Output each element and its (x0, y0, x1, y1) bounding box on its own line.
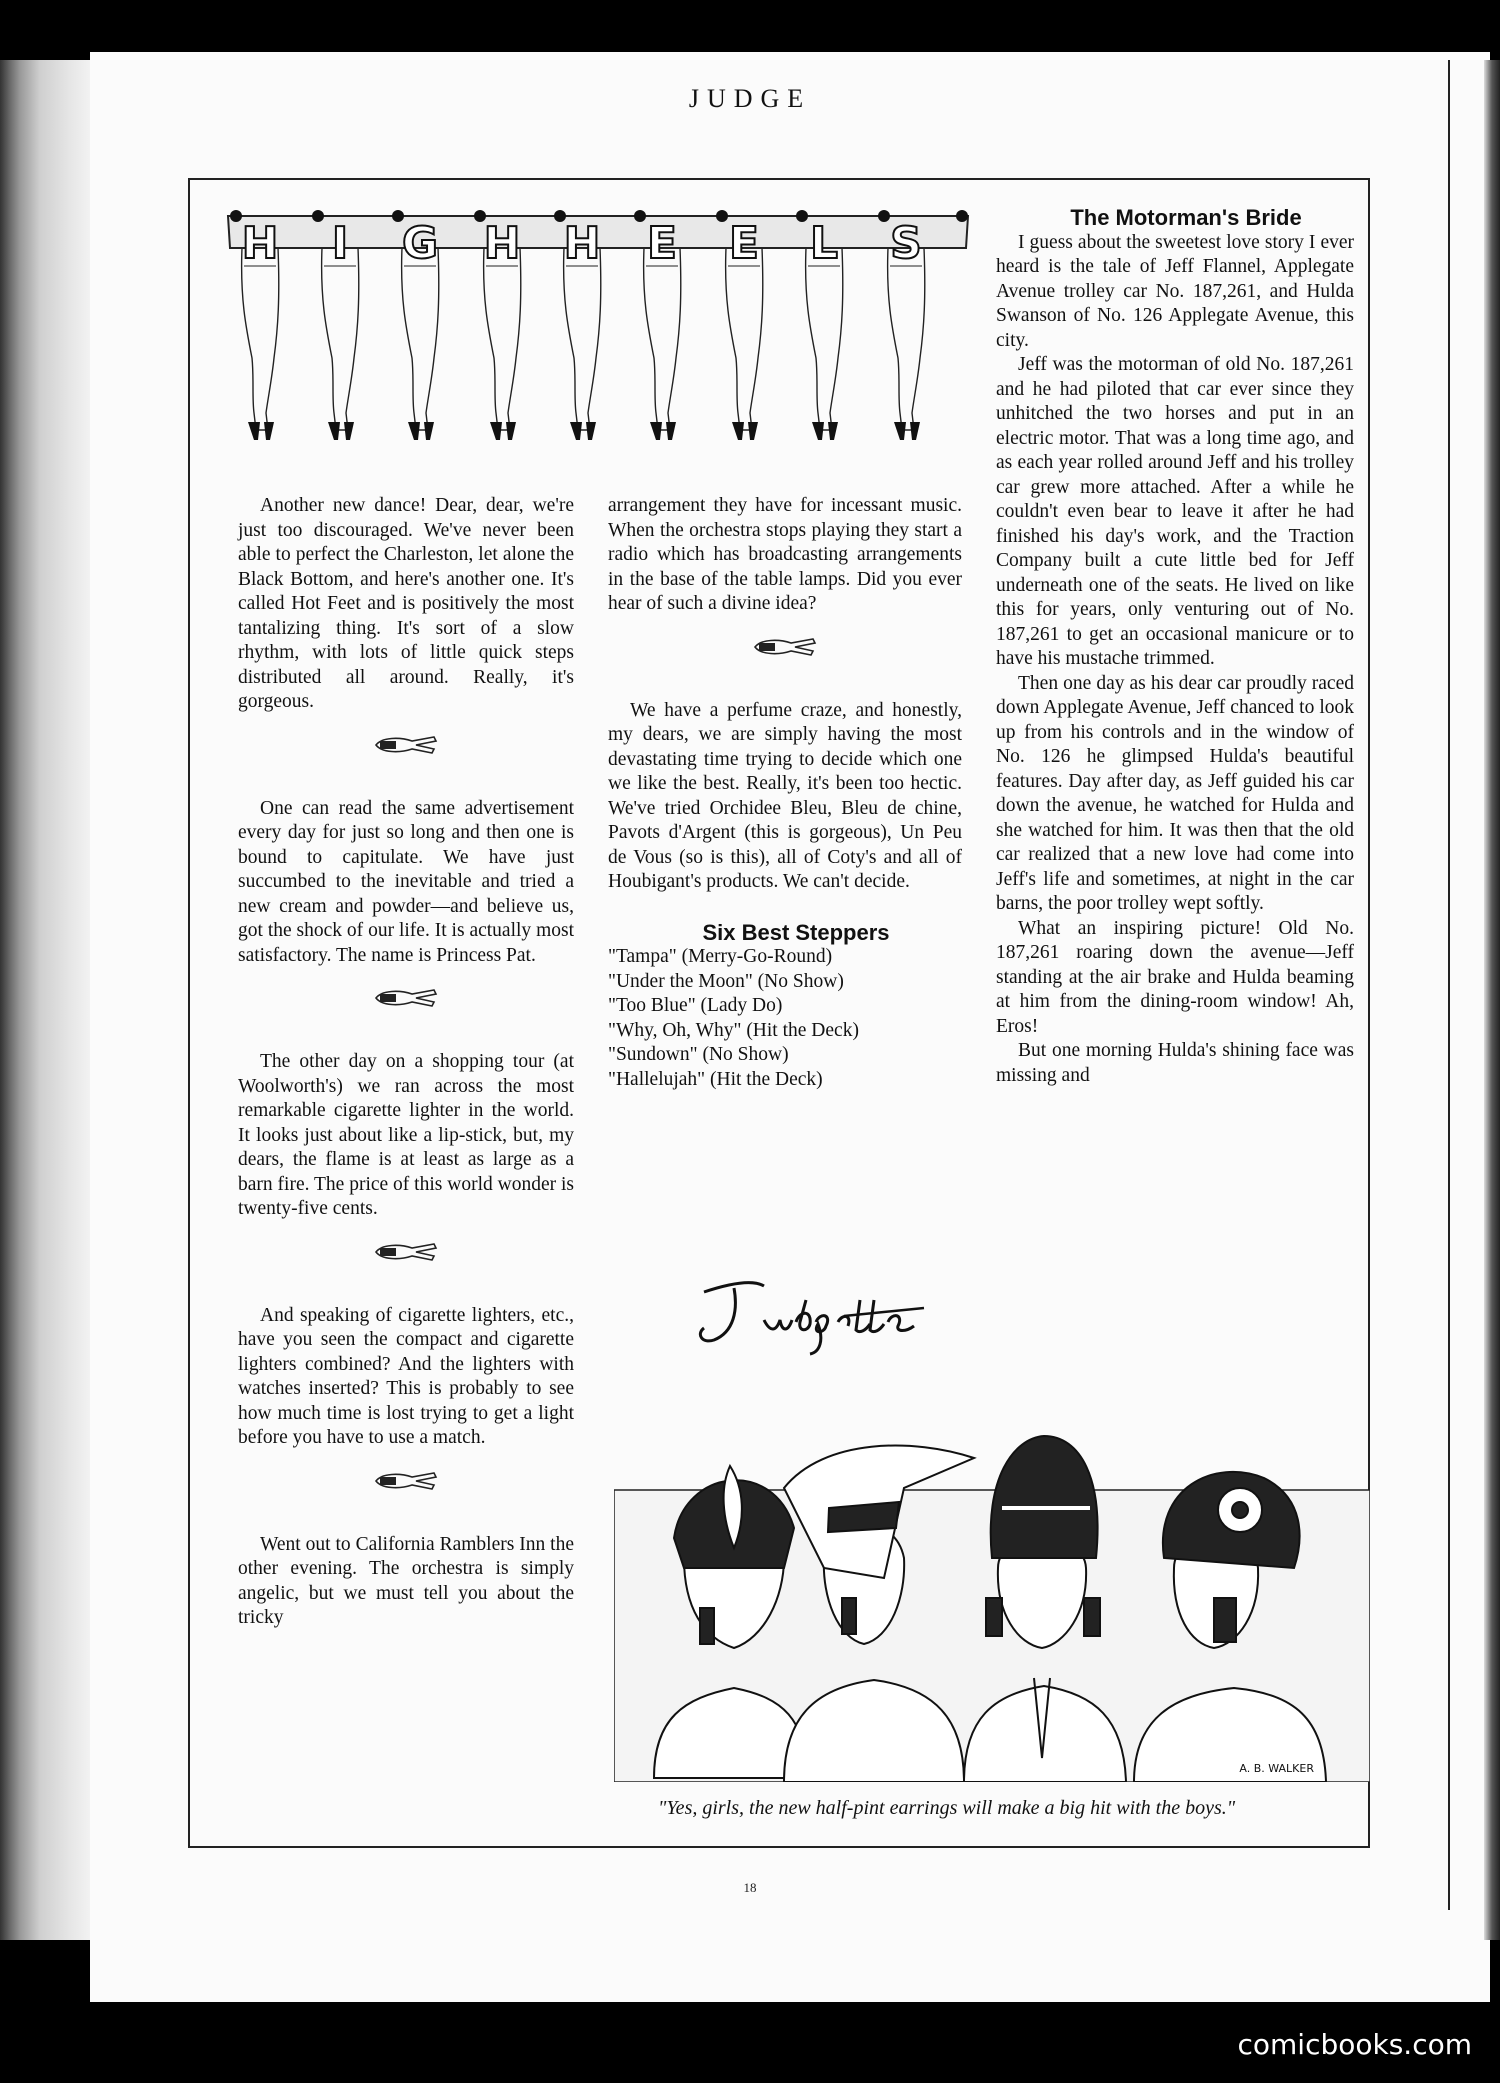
list-item: "Under the Moon" (No Show) (608, 970, 844, 992)
column-two (608, 494, 962, 1092)
paragraph: arrangement they have for incessant music. When the orchestra stops playing they start a radio which has broadcasting arrangements in the base of the table lamps. Did you ever hear of such a divine idea? (608, 495, 962, 614)
glove-ornament-icon (372, 1467, 440, 1493)
judgette-signature (684, 1270, 954, 1360)
list-item: "Why, Oh, Why" (Hit the Deck) (608, 1019, 859, 1041)
glove-ornament-icon (372, 984, 440, 1010)
list-item: "Hallelujah" (Hit the Deck) (608, 1068, 823, 1090)
paragraph: I guess about the sweetest love story I ever heard is the tale of Jeff Flannel, Applegate Avenue trolley car No. 187,261, and Hulda Swanson of No. 126 Applegate Avenue, this city. (996, 231, 1354, 351)
steppers-list (608, 945, 962, 1092)
paragraph: But one morning Hulda's shining face was missing and (996, 1040, 1354, 1086)
paragraph: Another new dance! Dear, dear, we're just too discouraged. We've never been able to perfect the Charleston, let alone the Black Bottom, and here's another one. It's called Hot Feet and is positively the most tantalizing thing. It's sort of a slow rhythm, with lots of little quick steps distributed all around. Really, it's gorgeous. (238, 495, 574, 712)
banner-letter: E (646, 218, 678, 269)
banner-legs (242, 248, 925, 440)
paragraph: One can read the same advertisement every day for just so long and then one is bound to capitulate. We have just succumbed to the inevitable and tried a new cream and powder—and believe us, got the shock of our life. It is actually most satisfactory. The name is Princess Pat. (238, 797, 574, 966)
artist-signature: A. B. WALKER (1239, 1762, 1314, 1775)
site-watermark: comicbooks.com (1237, 2028, 1472, 2061)
glove-ornament-icon (372, 731, 440, 757)
book-page-edge (0, 60, 90, 1940)
facing-page-rule (1448, 60, 1450, 1910)
paragraph: The other day on a shopping tour (at Woolworth's) we ran across the most remarkable cigarette lighter in the world. It looks just about like a lip-stick, but, my dears, the flame is at least as large as a barn fire. The price of this world wonder is twenty-five cents. (238, 1051, 574, 1219)
paragraph: And speaking of cigarette lighters, etc., have you seen the compact and cigarette lighters combined? And the lighters with watches inserted? This is probably to see how much time is lost trying to get a light before you have to use a match. (238, 1304, 574, 1448)
page-number: 18 (743, 1880, 757, 1895)
list-item: "Tampa" (Merry-Go-Round) (608, 946, 833, 967)
banner-letter: I (331, 218, 349, 269)
paragraph: We have a perfume craze, and honestly, my dears, we are simply having the most devastating time trying to decide which one we like the best. Really, it's been too hectic. We've tried Orchidee Bleu, Bleu de chine, Pavots d'Argent (this is gorgeous), Un Peu de Vous (so is this), all of Coty's and all of Houbigant's products. We can't decide. (608, 699, 962, 892)
banner-letter: H (563, 218, 601, 269)
cloche-hats-illustration (614, 1418, 1370, 1782)
high-heels-banner (226, 208, 970, 458)
paragraph: Then one day as his dear car proudly raced down Applegate Avenue, Jeff chanced to look up from his controls and in the window of No. 126 he glimpsed Hulda's beautiful features. Day after day, as Jeff guided his car down the avenue, he watched for Hulda and she watched for him. It was then that the old car realized that a new love had come into Jeff's life and sometimes, at night in the car barns, the poor trolley wept softly. (996, 672, 1354, 914)
story-title: The Motorman's Bride (1070, 205, 1302, 230)
banner-letter: E (728, 218, 760, 269)
paragraph: Jeff was the motorman of old No. 187,261 and he had piloted that car ever since they unhitched the two horses and put in an electric motor. That was a long time ago, and as each year rolled around Jeff and his trolley car grew more attached. After a while he couldn't even bear to leave it after he had finished his day's work, and the Traction Company built a cute little bed for Jeff underneath one of the seats. He lived on like this for years, only venturing out of No. 187,261 to get an occasional manicure or to have his mustache trimmed. (996, 354, 1354, 669)
steppers-title: Six Best Steppers (702, 919, 890, 945)
list-item: "Too Blue" (Lady Do) (608, 995, 783, 1016)
column-three (996, 206, 1354, 1088)
illustration-caption: "Yes, girls, the new half-pint earrings will make a big hit with the boys." (658, 1797, 1236, 1819)
paragraph: Went out to California Ramblers Inn the other evening. The orchestra is simply angelic, but we must tell you about the tricky (238, 1533, 574, 1628)
glove-ornament-icon (372, 1238, 440, 1264)
glove-ornament-icon (751, 633, 819, 659)
book-gutter-right (1484, 60, 1500, 1940)
paragraph: What an inspiring picture! Old No. 187,261 roaring down the avenue—Jeff standing at the air brake and Hulda beaming at him from the dining-room window! Ah, Eros! (996, 917, 1354, 1037)
banner-letter: G (401, 218, 439, 269)
banner-letter: H (241, 218, 279, 269)
banner-letter: S (890, 218, 922, 269)
masthead: JUDGE (688, 84, 812, 113)
column-one (238, 494, 574, 1631)
banner-letter: L (809, 218, 839, 269)
list-item: "Sundown" (No Show) (608, 1044, 789, 1065)
banner-letter: H (483, 218, 521, 269)
